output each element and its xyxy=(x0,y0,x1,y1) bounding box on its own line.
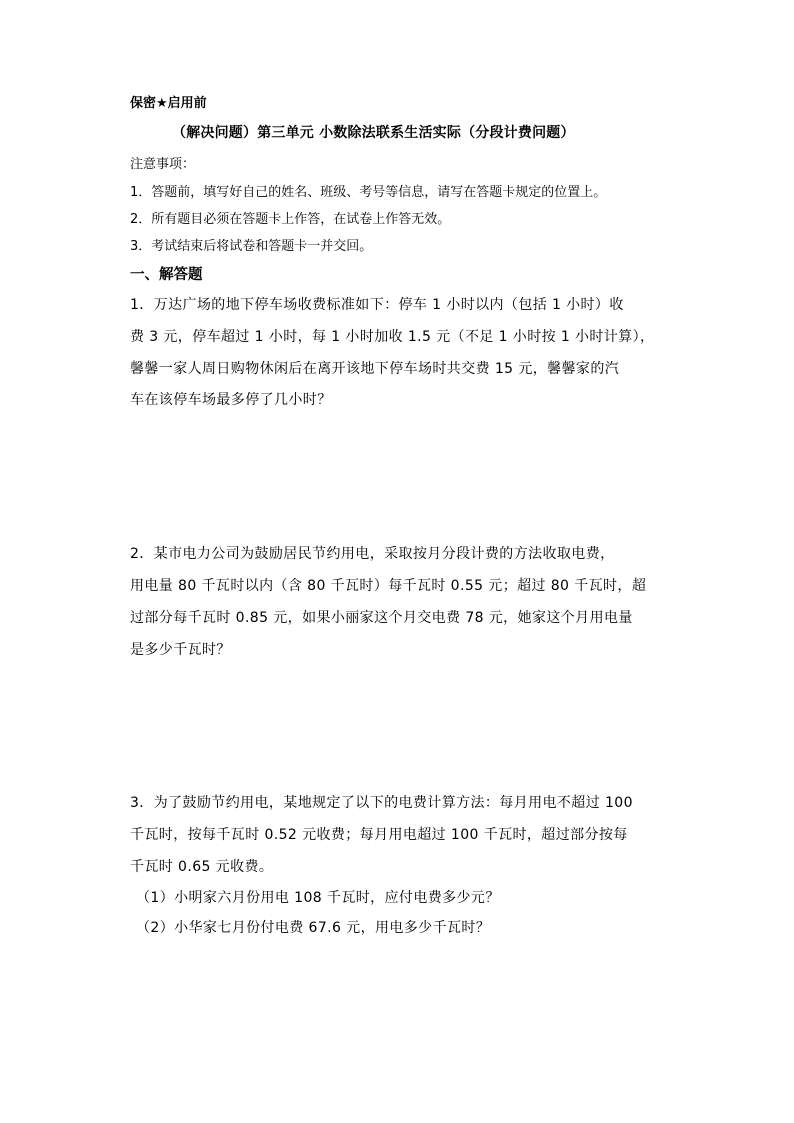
question-2-line: 是多少千瓦时？ xyxy=(130,642,231,658)
question-3-subquestion-2: （2）小华家七月份付电费 67.6 元，用电多少千瓦时？ xyxy=(136,920,491,936)
question-1-line: 费 3 元，停车超过 1 小时，每 1 小时加收 1.5 元（不足 1 小时按 1 小时计算）， xyxy=(130,329,655,345)
question-1-line: 馨馨一家人周日购物休闲后在离开该地下停车场时共交费 15 元，馨馨家的汽 xyxy=(130,361,620,377)
notice-item: 1．答题前，填写好自己的姓名、班级、考号等信息，请写在答题卡规定的位置上。 xyxy=(130,185,607,200)
section-title: 一、解答题 xyxy=(130,267,203,283)
question-2-line: 2．某市电力公司为鼓励居民节约用电，采取按月分段计费的方法收取电费， xyxy=(130,546,615,562)
question-2-line: 用电量 80 千瓦时以内（含 80 千瓦时）每千瓦时 0.55 元；超过 80 千瓦时，超 xyxy=(130,578,647,594)
question-1-line: 1．万达广场的地下停车场收费标准如下：停车 1 小时以内（包括 1 小时）收 xyxy=(130,297,624,313)
question-3-line: 千瓦时 0.65 元收费。 xyxy=(130,859,274,875)
notice-heading: 注意事项： xyxy=(130,157,196,172)
question-2-line: 过部分每千瓦时 0.85 元，如果小丽家这个月交电费 78 元，她家这个月用电量 xyxy=(130,610,633,626)
question-1-line: 车在该停车场最多停了几小时？ xyxy=(130,392,332,408)
document-title: （解决问题）第三单元 小数除法联系生活实际（分段计费问题） xyxy=(172,125,575,141)
question-3-line: 千瓦时，按每千瓦时 0.52 元收费；每月用电超过 100 千瓦时，超过部分按每 xyxy=(130,827,628,843)
confidential-label: 保密★启用前 xyxy=(130,96,207,111)
question-3-line: 3．为了鼓励节约用电，某地规定了以下的电费计算方法：每月用电不超过 100 xyxy=(130,795,633,811)
question-3-subquestion-1: （1）小明家六月份用电 108 千瓦时，应付电费多少元？ xyxy=(136,890,500,906)
notice-item: 2．所有题目必须在答题卡上作答，在试卷上作答无效。 xyxy=(130,212,451,227)
notice-item: 3．考试结束后将试卷和答题卡一并交回。 xyxy=(130,239,373,254)
